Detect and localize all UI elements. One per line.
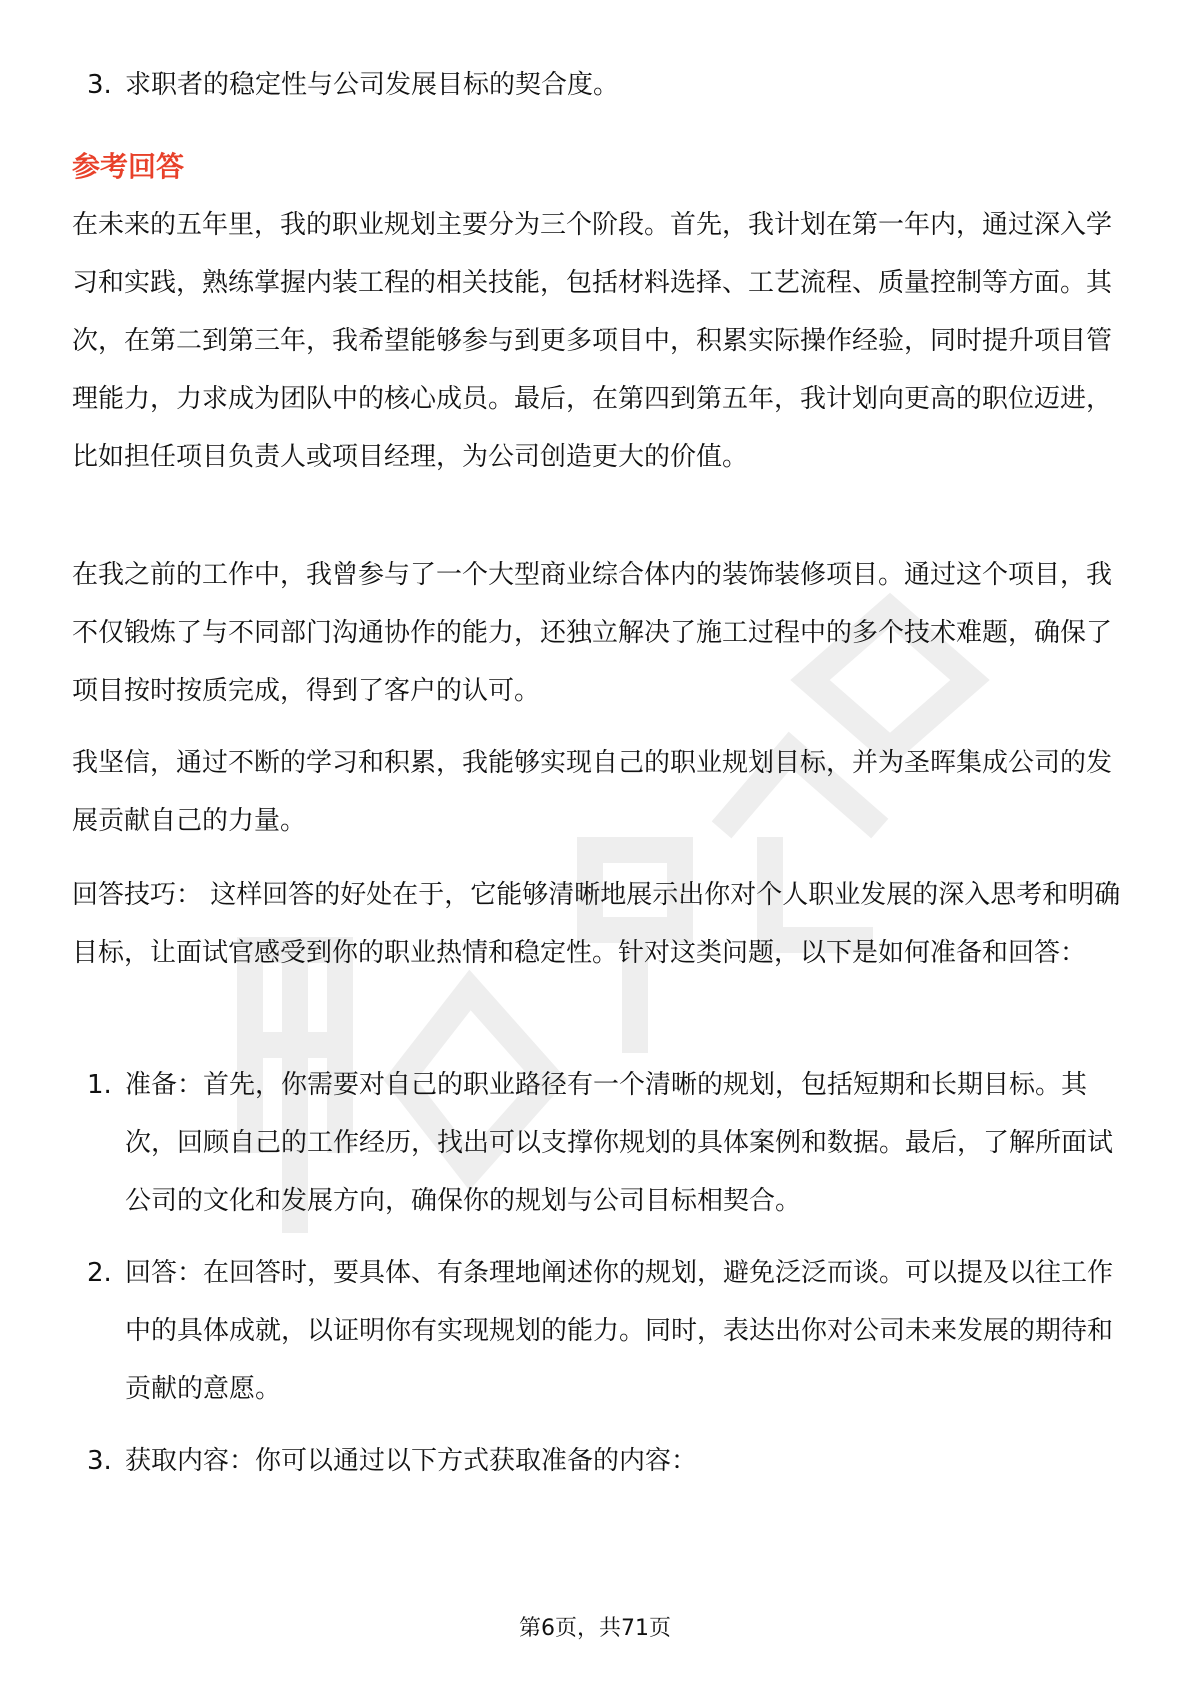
- page-footer: 第6页，共71页: [519, 1616, 671, 1641]
- answer-paragraph-1: 在未来的五年里，我的职业规划主要分为三个阶段。首先，我计划在第一年内，通过深入学习和实践，熟练掌握内装工程的相关技能，包括材料选择、工艺流程、质量控制等方面。其次，在第二到第三年，我希望能够参与到更多项目中，积累实际操作经验，同时提升项目管理能力，力求成为团队中的核心成员。最后，在第四到第五年，我计划向更高的职位迈进，比如担任项目负责人或项目经理，为公司创造更大的价值。: [72, 210, 1113, 472]
- answer-paragraph-2: 在我之前的工作中，我曾参与了一个大型商业综合体内的装饰装修项目。通过这个项目，我不仅锻炼了与不同部门沟通协作的能力，还独立解决了施工过程中的多个技术难题，确保了项目按时按质完成，得到了客户的认可。: [72, 560, 1113, 706]
- tip-item-text: 回答：在回答时，要具体、有条理地阐述你的规划，避免泛泛而谈。可以提及以往工作中的具体成就，以证明你有实现规划的能力。同时，表达出你对公司未来发展的期待和贡献的意愿。: [125, 1258, 1114, 1404]
- requirement-item-text: 求职者的稳定性与公司发展目标的契合度。: [125, 70, 620, 100]
- tip-item-number: 1.: [87, 1070, 112, 1100]
- tip-item-number: 2.: [87, 1258, 112, 1288]
- tip-item-1: [72, 1056, 1122, 1230]
- tip-item-number: 3.: [87, 1446, 112, 1476]
- section-heading: 参考回答: [72, 150, 185, 183]
- tip-item-text: 获取内容：你可以通过以下方式获取准备的内容：: [125, 1446, 698, 1476]
- tips-intro-paragraph: 回答技巧： 这样回答的好处在于，它能够清晰地展示出你对个人职业发展的深入思考和明确目标，让面试官感受到你的职业热情和稳定性。针对这类问题，以下是如何准备和回答：: [72, 880, 1121, 968]
- answer-paragraph-3: 我坚信，通过不断的学习和积累，我能够实现自己的职业规划目标，并为圣晖集成公司的发展贡献自己的力量。: [72, 748, 1113, 836]
- tip-item-text: 准备：首先，你需要对自己的职业路径有一个清晰的规划，包括短期和长期目标。其次，回顾自己的工作经历，找出可以支撑你规划的具体案例和数据。最后，了解所面试公司的文化和发展方向，确保你的规划与公司目标相契合。: [125, 1070, 1114, 1216]
- requirement-item-3: [72, 56, 1122, 114]
- requirement-item-number: 3.: [87, 70, 112, 100]
- tip-item-2: [72, 1244, 1122, 1418]
- tip-item-3: [72, 1432, 1122, 1490]
